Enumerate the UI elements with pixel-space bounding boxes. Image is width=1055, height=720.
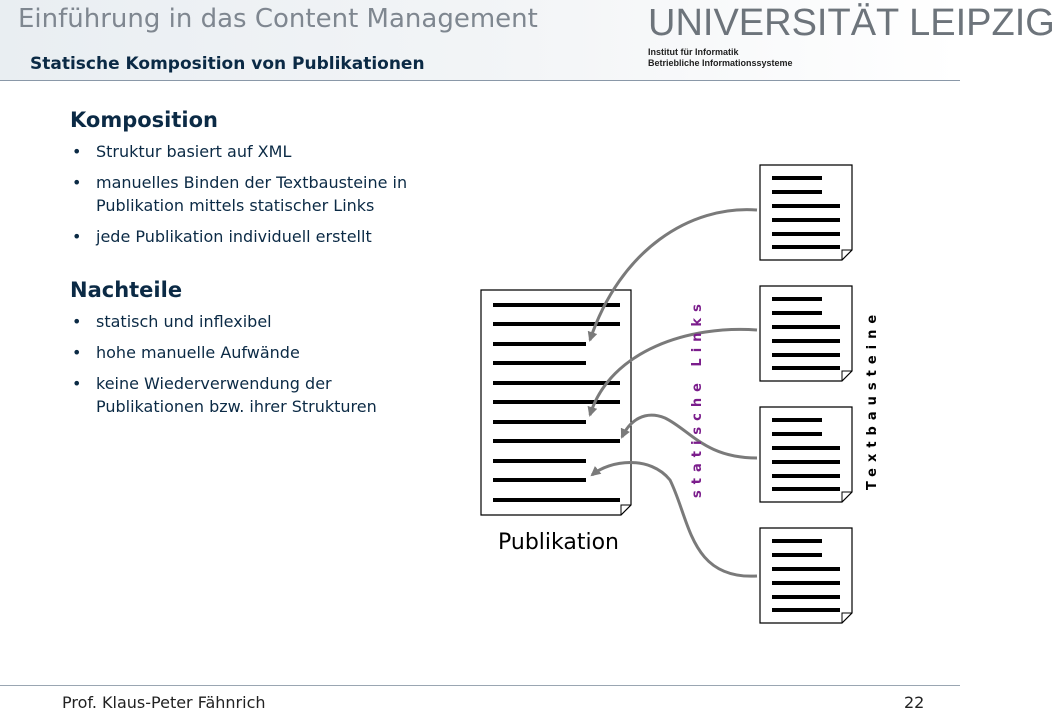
institute-line-1: Institut für Informatik: [648, 47, 739, 57]
section-heading-nachteile: Nachteile: [70, 278, 183, 302]
section-heading-komposition: Komposition: [70, 108, 218, 132]
slide-title: Statische Komposition von Publikationen: [30, 54, 425, 74]
institute-line-2: Betriebliche Informationssysteme: [648, 58, 793, 68]
course-title: Einführung in das Content Management: [18, 4, 538, 34]
publication-document: [481, 290, 631, 515]
list-item: • jede Publikation individuell erstellt: [70, 225, 440, 248]
text-module-1: [760, 165, 852, 260]
list-item: • hohe manuelle Aufwände: [70, 341, 440, 364]
text-module-2: [760, 286, 852, 381]
text-module-3: [760, 407, 852, 502]
static-links-label: statische Links: [690, 298, 705, 498]
publication-label: Publikation: [498, 530, 619, 555]
page-number: 22: [904, 693, 925, 712]
list-item: • statisch und inflexibel: [70, 310, 440, 333]
list-item: • manuelles Binden der Textbausteine in Publikation mittels statischer Links: [70, 171, 440, 217]
text-modules-label: Textbausteine: [865, 308, 880, 490]
list-item: • Struktur basiert auf XML: [70, 140, 440, 163]
university-logo-text: UNIVERSITÄT LEIPZIG: [648, 2, 1055, 44]
text-module-4: [760, 528, 852, 623]
footer-author: Prof. Klaus-Peter Fähnrich: [62, 693, 266, 712]
footer-divider: [0, 685, 960, 686]
list-item: • keine Wiederverwendung der Publikationen bzw. ihrer Strukturen: [70, 372, 440, 418]
